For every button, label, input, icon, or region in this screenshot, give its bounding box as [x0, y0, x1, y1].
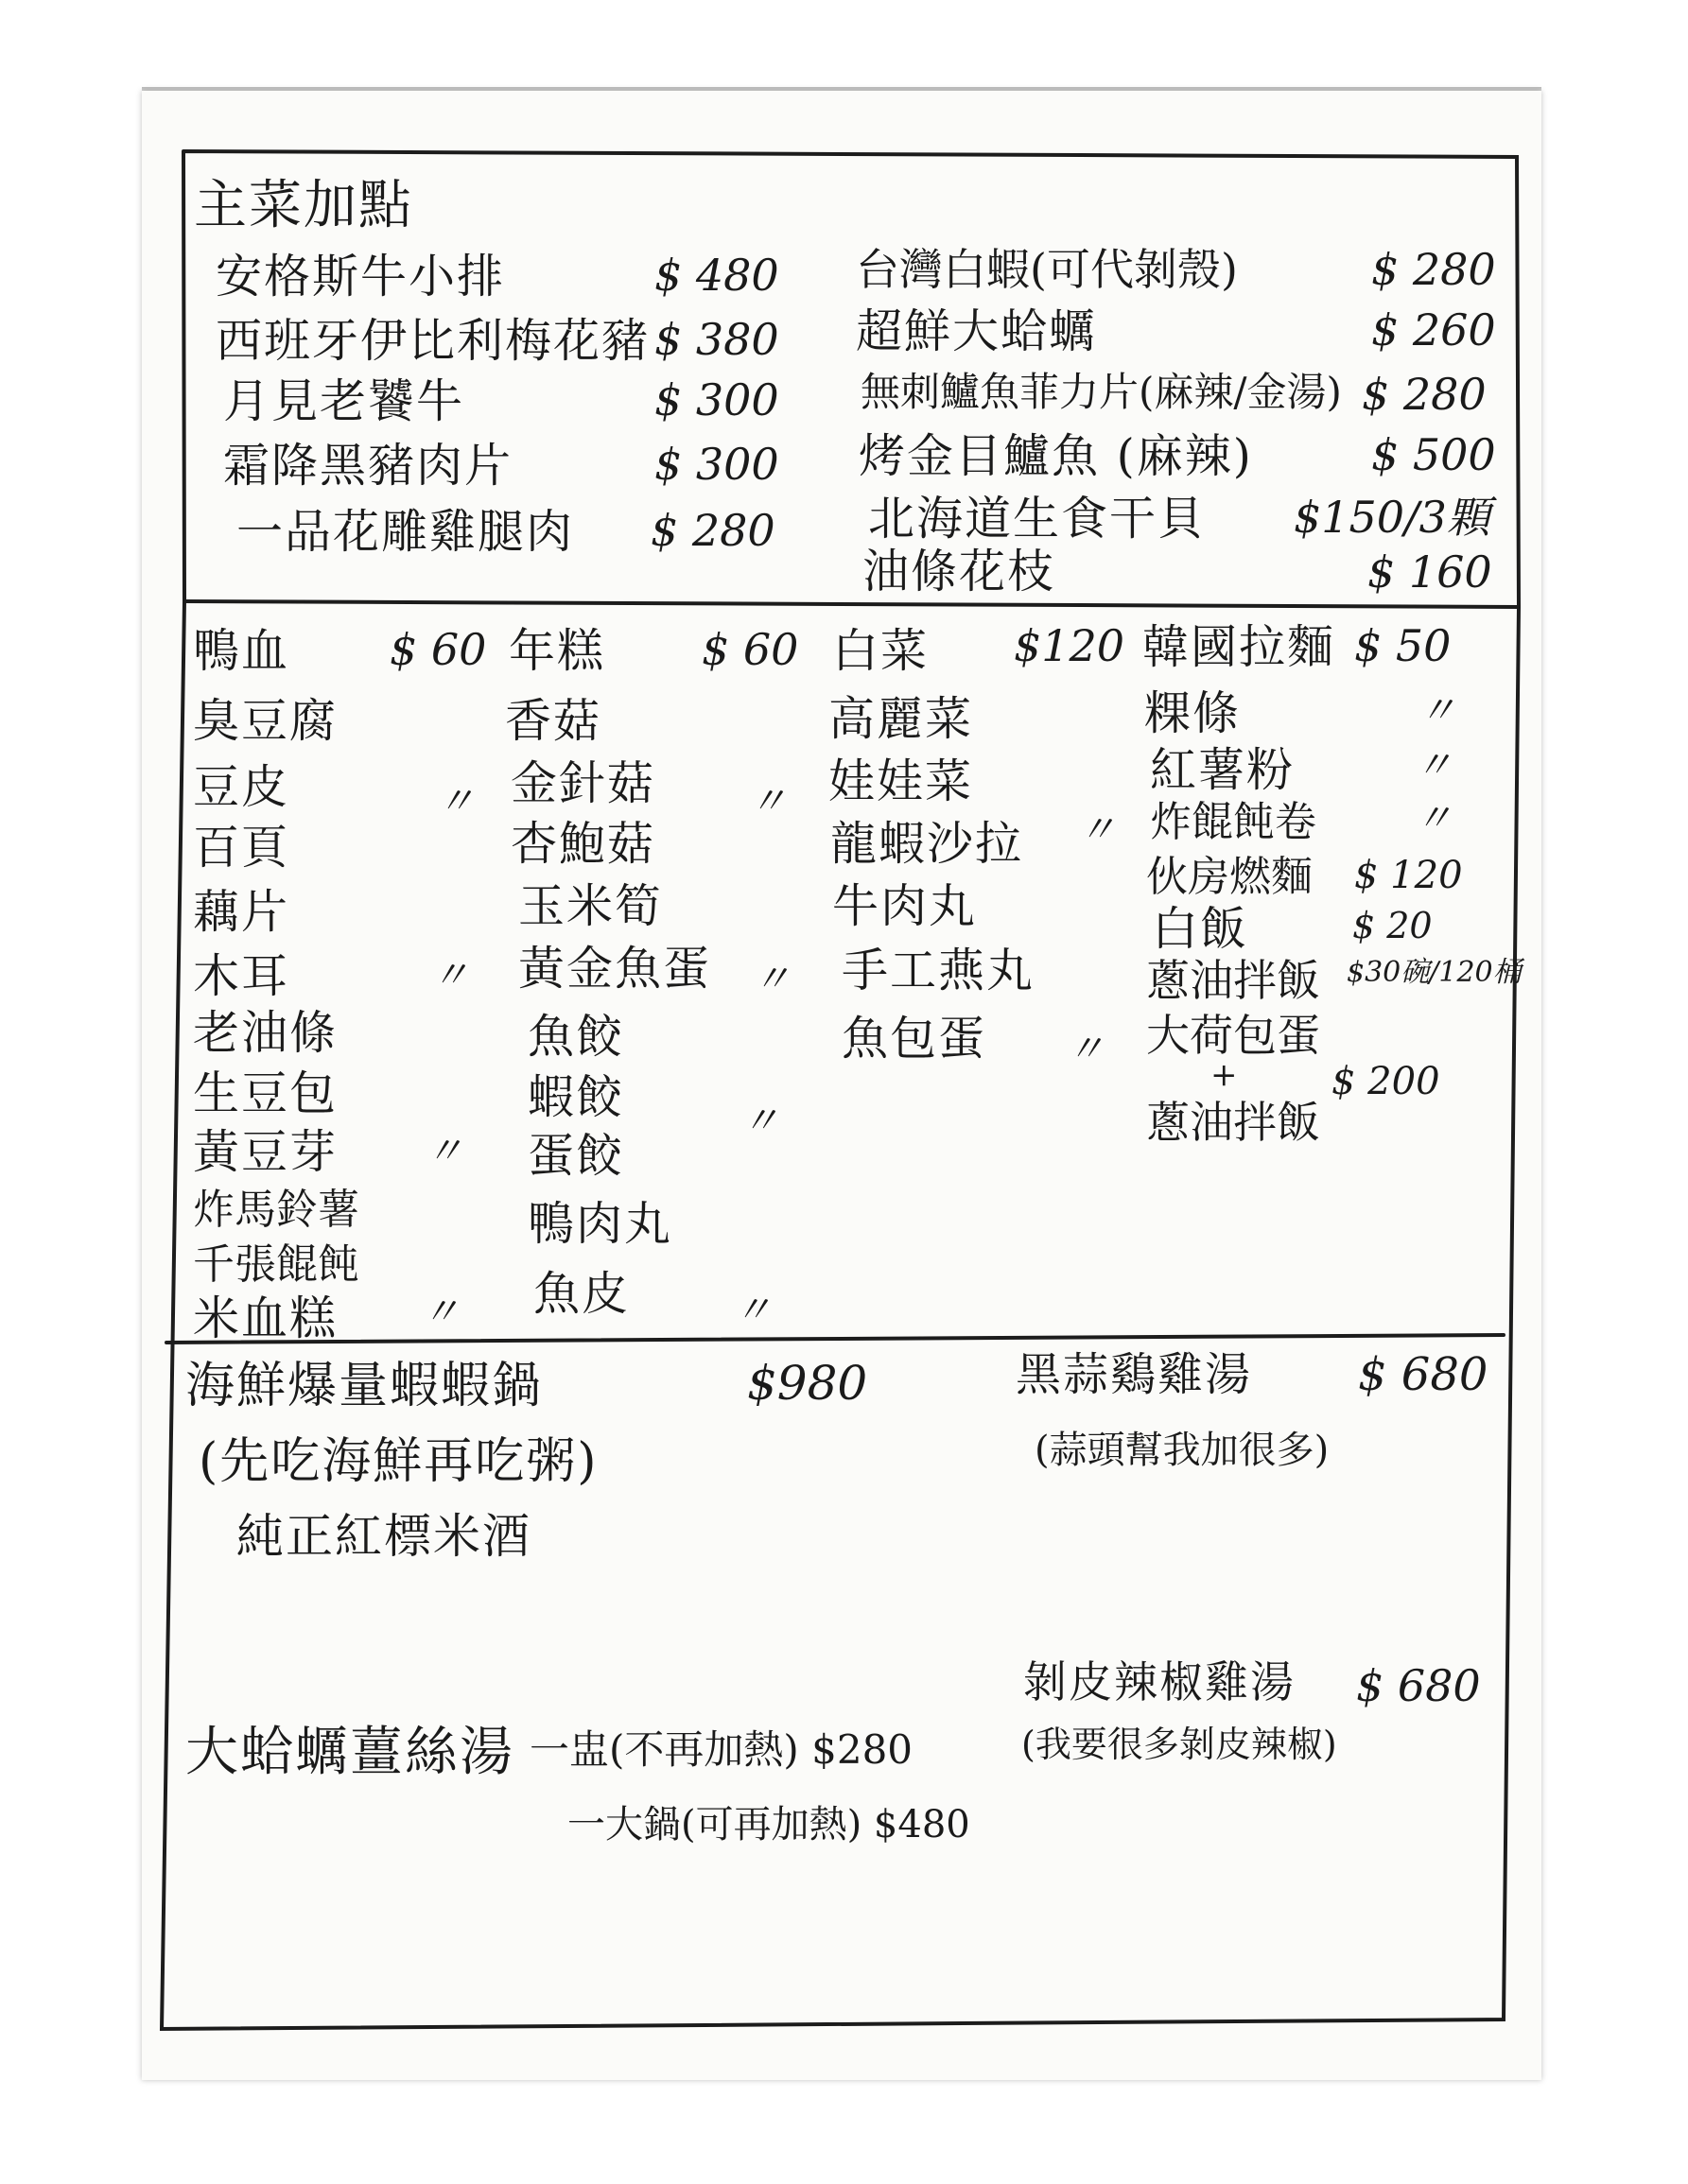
ditto-mark: 〃 — [734, 1289, 772, 1332]
ditto-mark: 〃 — [753, 958, 791, 1001]
main-item-name: 一品花雕雞腿肉 — [236, 505, 575, 559]
main-item-name: 月見老饕牛 — [223, 374, 465, 428]
main-item-name: 烤金目鱸魚 (麻辣) — [859, 429, 1253, 483]
side-item: 木耳 — [193, 949, 290, 1003]
side-item: 娃娃菜 — [828, 754, 974, 808]
main-item-price: $ 280 — [651, 505, 775, 556]
main-item-price: $150/3顆 — [1294, 492, 1490, 543]
pepper-soup-price: $ 680 — [1356, 1660, 1481, 1711]
side-item: 鴨肉丸 — [528, 1197, 673, 1251]
side-item: 牛肉丸 — [832, 879, 978, 933]
combo-price: $ 200 — [1331, 1060, 1440, 1103]
side-item: 老油條 — [193, 1006, 339, 1060]
side-item: 玉米筍 — [518, 879, 664, 933]
side-item-price: $ 20 — [1352, 905, 1433, 946]
side-item: 臭豆腐 — [193, 694, 339, 748]
side-item: 年糕 — [509, 624, 606, 678]
side-item: 紅薯粉 — [1150, 743, 1296, 797]
side-item: 米血糕 — [193, 1291, 339, 1345]
ditto-mark: 〃 — [1078, 808, 1116, 852]
pepper-soup-name: 剝皮辣椒雞湯 — [1023, 1656, 1296, 1707]
side-item: 白飯 — [1152, 902, 1249, 956]
seafood-pot-price: $980 — [747, 1356, 868, 1411]
pepper-soup-note: (我要很多剝皮辣椒) — [1021, 1724, 1337, 1765]
ditto-mark: 〃 — [422, 1291, 460, 1334]
side-item: 藕片 — [193, 885, 290, 939]
main-item-name: 台灣白蝦(可代剝殼) — [856, 244, 1238, 295]
main-item-price: $ 160 — [1367, 546, 1492, 598]
side-item: 高麗菜 — [828, 692, 974, 746]
side-item: 魚皮 — [533, 1267, 631, 1321]
seafood-pot-note: (先吃海鮮再吃粥) — [199, 1433, 599, 1490]
side-item: 香菇 — [505, 694, 602, 748]
side-item: 鴨血 — [193, 624, 290, 678]
main-item-price: $ 260 — [1371, 304, 1496, 355]
main-item-name: 油條花枝 — [862, 545, 1056, 598]
seafood-pot-name: 海鮮爆量蝦蝦鍋 — [185, 1358, 544, 1414]
side-item: 金針菇 — [511, 756, 656, 810]
ditto-mark: 〃 — [437, 780, 475, 823]
side-item: 蔥油拌飯 — [1146, 1097, 1320, 1148]
main-item-price: $ 280 — [1362, 369, 1487, 420]
main-section-title: 主菜加點 — [194, 175, 413, 236]
main-item-price: $ 300 — [654, 374, 779, 425]
side-item: 蔥油拌飯 — [1146, 955, 1320, 1006]
seafood-pot-wine-note: 純正紅標米酒 — [236, 1509, 531, 1564]
ditto-mark: 〃 — [1415, 744, 1453, 788]
main-item-price: $ 380 — [654, 314, 779, 365]
side-item: 黃金魚蛋 — [518, 942, 712, 996]
side-item: 手工燕丸 — [842, 944, 1035, 997]
clam-soup-option-small: 一盅(不再加熱) $280 — [530, 1726, 914, 1773]
side-item-price: $ 120 — [1354, 854, 1463, 897]
main-item-name: 西班牙伊比利梅花豬 — [216, 314, 651, 368]
ditto-mark: 〃 — [1067, 1028, 1105, 1071]
side-item: 炸馬鈴薯 — [193, 1186, 359, 1234]
ditto-mark: 〃 — [741, 1100, 779, 1143]
side-item: 大荷包蛋 — [1146, 1010, 1320, 1061]
main-item-name: 霜降黑豬肉片 — [223, 439, 513, 493]
main-item-price: $ 300 — [654, 439, 779, 490]
side-item: 粿條 — [1144, 686, 1242, 740]
side-item: 白菜 — [832, 624, 930, 678]
ditto-mark: 〃 — [426, 1130, 463, 1173]
garlic-soup-name: 黑蒜鷄雞湯 — [1016, 1348, 1253, 1401]
main-item-name: 北海道生食干貝 — [868, 492, 1207, 546]
side-item: 黃豆芽 — [193, 1125, 339, 1179]
side-item: 蝦餃 — [528, 1070, 625, 1124]
clam-soup-name: 大蛤蠣薑絲湯 — [185, 1722, 514, 1783]
main-item-name: 超鮮大蛤蠣 — [856, 304, 1098, 358]
side-item: 百頁 — [193, 821, 290, 875]
col1-price: $ 60 — [390, 624, 487, 675]
ditto-mark: 〃 — [1418, 689, 1456, 733]
garlic-soup-price: $ 680 — [1358, 1348, 1488, 1401]
ditto-mark: 〃 — [431, 954, 469, 997]
side-item: 蛋餃 — [528, 1129, 625, 1183]
side-item: 千張餛飩 — [193, 1240, 359, 1289]
ditto-mark: 〃 — [1415, 797, 1453, 841]
side-item-price: $30碗/120桶 — [1347, 956, 1522, 989]
main-item-price: $ 280 — [1371, 244, 1496, 295]
main-item-price: $ 480 — [654, 250, 779, 301]
side-item: 伙房燃麵 — [1146, 853, 1313, 901]
col2-price: $ 60 — [702, 624, 799, 675]
garlic-soup-note: (蒜頭幫我加很多) — [1035, 1429, 1330, 1472]
side-item: 炸餛飩卷 — [1150, 798, 1316, 846]
main-item-name: 安格斯牛小排 — [216, 250, 506, 303]
clam-soup-option-large: 一大鍋(可再加熱) $480 — [567, 1803, 970, 1846]
ditto-mark: 〃 — [749, 780, 787, 823]
side-item: 魚餃 — [528, 1010, 625, 1064]
side-item: 豆皮 — [193, 760, 290, 814]
main-item-price: $ 500 — [1371, 429, 1496, 480]
side-item: 龍蝦沙拉 — [830, 817, 1024, 871]
side-item: 生豆包 — [193, 1066, 339, 1120]
side-item: 杏鮑菇 — [511, 817, 656, 871]
divider-line-top — [184, 601, 1519, 607]
col3-price: $120 — [1014, 620, 1125, 671]
side-item: 魚包蛋 — [842, 1012, 987, 1066]
main-item-name: 無刺鱸魚菲力片(麻辣/金湯) — [861, 369, 1342, 415]
divider-line-bottom — [166, 1335, 1504, 1343]
side-item-price: $ 50 — [1354, 620, 1452, 671]
side-item: 韓國拉麵 — [1142, 620, 1336, 674]
plus-sign: + — [1210, 1056, 1238, 1094]
